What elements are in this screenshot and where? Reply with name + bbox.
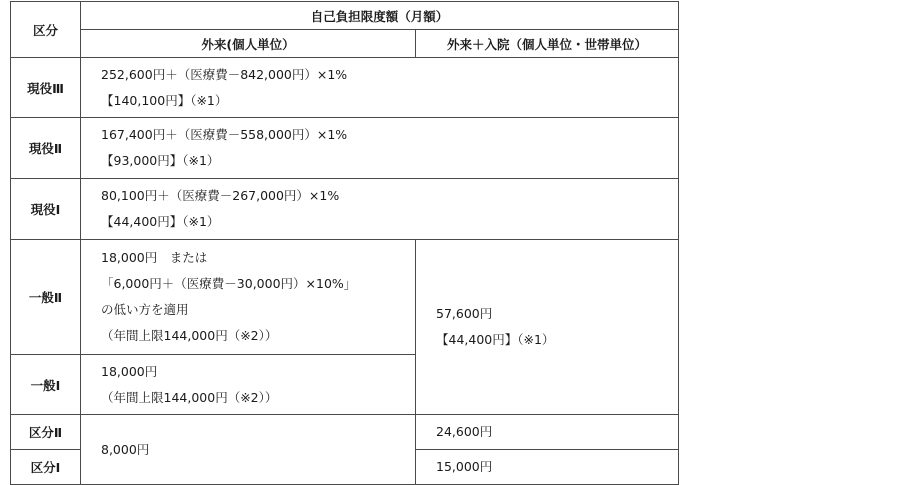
row-ippan-II bbox=[11, 240, 679, 355]
kubun-I-combined: 15,000円 bbox=[416, 450, 679, 485]
ippan-II-line4: （年間上限144,000円（※2）） bbox=[101, 328, 278, 343]
row-label-ippan-I: 一般Ⅰ bbox=[11, 355, 81, 415]
geneki-I-formula: 80,100円＋（医療費－267,000円）×1% bbox=[101, 188, 340, 203]
header-outpatient-inpatient: 外来＋入院（個人単位・世帯単位） bbox=[416, 30, 679, 58]
ippan-I-line1: 18,000円 bbox=[101, 363, 158, 379]
geneki-I-limit bbox=[81, 179, 679, 240]
row-geneki-II bbox=[11, 118, 679, 179]
ippan-combined-multiple: 【44,400円】（※1） bbox=[436, 332, 555, 347]
row-label-kubun-II: 区分Ⅱ bbox=[11, 415, 81, 450]
row-geneki-I bbox=[11, 179, 679, 240]
geneki-II-multiple: 【93,000円】（※1） bbox=[101, 153, 220, 168]
row-geneki-III bbox=[11, 58, 679, 118]
ippan-combined-limit bbox=[416, 240, 679, 415]
row-label-geneki-II: 現役Ⅱ bbox=[11, 118, 81, 179]
row-label-kubun-I: 区分Ⅰ bbox=[11, 450, 81, 485]
copayment-limit-table bbox=[10, 1, 679, 485]
geneki-II-formula: 167,400円＋（医療費－558,000円）×1% bbox=[101, 127, 348, 142]
ippan-I-line2: （年間上限144,000円（※2）） bbox=[101, 389, 278, 405]
row-label-geneki-I: 現役Ⅰ bbox=[11, 179, 81, 240]
geneki-II-limit bbox=[81, 118, 679, 179]
row-label-ippan-II: 一般Ⅱ bbox=[11, 240, 81, 355]
row-label-geneki-III: 現役Ⅲ bbox=[11, 58, 81, 118]
ippan-I-outpatient bbox=[81, 355, 416, 415]
header-outpatient: 外来(個人単位） bbox=[81, 30, 416, 58]
ippan-II-outpatient bbox=[81, 240, 416, 355]
ippan-II-line1: 18,000円 または bbox=[101, 250, 208, 265]
geneki-III-multiple: 【140,100円】（※1） bbox=[101, 92, 228, 108]
ippan-II-line3: の低い方を適用 bbox=[101, 302, 189, 317]
ippan-combined-amount: 57,600円 bbox=[436, 306, 493, 321]
geneki-III-limit bbox=[81, 58, 679, 118]
geneki-III-formula: 252,600円＋（医療費－842,000円）×1% bbox=[101, 66, 348, 82]
kubun-outpatient: 8,000円 bbox=[81, 415, 416, 485]
kubun-II-combined: 24,600円 bbox=[416, 415, 679, 450]
ippan-II-line2: 「6,000円＋（医療費－30,000円）×10%」 bbox=[101, 276, 357, 291]
geneki-I-multiple: 【44,400円】（※1） bbox=[101, 214, 220, 229]
header-category: 区分 bbox=[11, 2, 81, 58]
row-kubun-II bbox=[11, 415, 679, 450]
header-monthly-limit: 自己負担限度額（月額） bbox=[81, 2, 679, 30]
